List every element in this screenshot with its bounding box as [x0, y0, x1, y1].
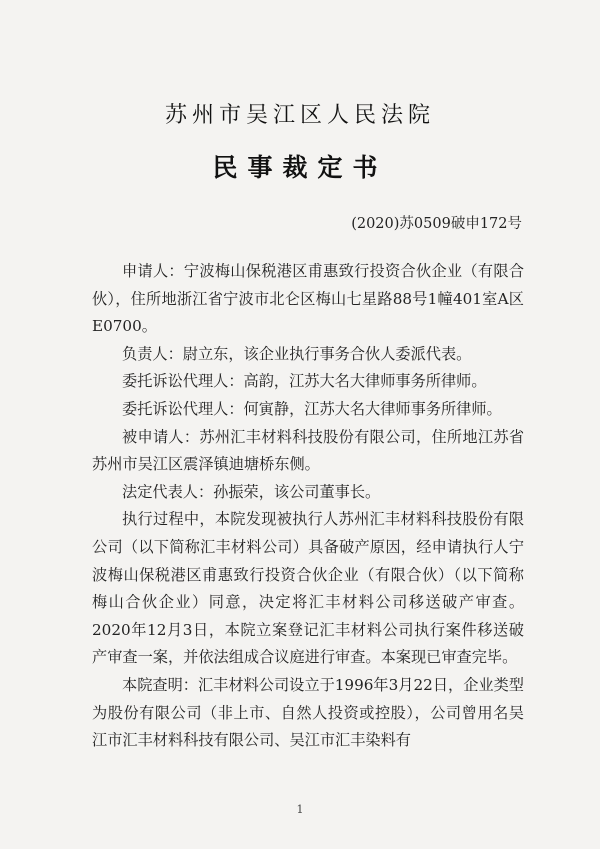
page-number: 1	[296, 803, 304, 816]
paragraph-legal-representative: 法定代表人：孙振荣，该公司董事长。	[122, 482, 381, 501]
document-type-title: 民事裁定书	[212, 153, 388, 182]
paragraph-responsible-person: 负责人：尉立东，该企业执行事务合伙人委派代表。	[122, 344, 472, 363]
paragraph-agent-2: 委托诉讼代理人：何寅静，江苏大名大律师事务所律师。	[122, 399, 502, 418]
paragraph-agent-1: 委托诉讼代理人：高韵，江苏大名大律师事务所律师。	[122, 372, 487, 391]
paragraph-proceedings: 执行过程中，本院发现被执行人苏州汇丰材料科技股份有限公司（以下简称汇丰材料公司）具备破产原因，经申请执行人宁波梅山保税港区甫惠致行投资合伙企业（有限合伙）（以下简称梅山合伙企业）同意，决定将汇丰材料公司移送破产审查。2020年12月3日，本院立案登记汇丰材料公司执行案件移送破产审查一案，并依法组成合议庭进行审查。本案现已审查完毕。	[92, 510, 524, 667]
document-body	[92, 258, 524, 755]
case-number: (2020)苏0509破申172号	[351, 216, 522, 232]
court-name: 苏州市吴江区人民法院	[164, 103, 435, 128]
paragraph-applicant: 申请人：宁波梅山保税港区甫惠致行投资合伙企业（有限合伙），住所地浙江省宁波市北仑区梅山七星路88号1幢401室A区E0700。	[92, 262, 524, 336]
paragraph-findings: 本院查明：汇丰材料公司设立于1996年3月22日，企业类型为股份有限公司（非上市、自然人投资或控股），公司曾用名吴江市汇丰材料科技有限公司、吴江市汇丰染料有	[92, 675, 524, 750]
paragraph-respondent: 被申请人：苏州汇丰材料科技股份有限公司，住所地江苏省苏州市吴江区震泽镇迪塘桥东侧。	[92, 427, 524, 474]
